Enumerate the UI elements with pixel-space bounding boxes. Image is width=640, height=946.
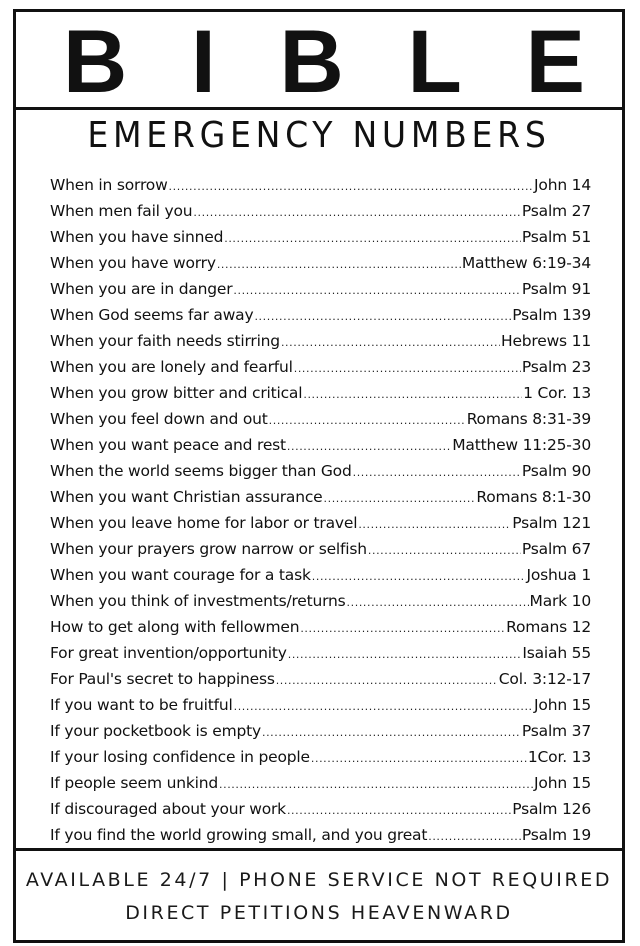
dot-leader	[287, 434, 451, 458]
scripture-reference: Hebrews 11	[500, 332, 591, 350]
emergency-numbers-list	[50, 172, 591, 848]
scripture-reference: Psalm 90	[521, 462, 591, 480]
dot-leader	[219, 772, 533, 796]
situation-text: When God seems far away	[50, 306, 254, 324]
dot-leader	[287, 798, 511, 822]
scripture-reference: Romans 8:1-30	[476, 488, 591, 506]
situation-text: When you think of investments/returns	[50, 592, 346, 610]
situation-text: How to get along with fellowmen	[50, 618, 300, 636]
list-item	[50, 614, 591, 640]
list-item	[50, 770, 591, 796]
scripture-reference: Psalm 121	[512, 514, 591, 532]
list-item	[50, 250, 591, 276]
situation-text: If your pocketbook is empty	[50, 722, 261, 740]
list-item	[50, 276, 591, 302]
list-item	[50, 354, 591, 380]
list-item	[50, 484, 591, 510]
dot-leader	[312, 564, 526, 588]
scripture-reference: Romans 12	[506, 618, 591, 636]
situation-text: When you grow bitter and critical	[50, 384, 303, 402]
list-item	[50, 302, 591, 328]
dot-leader	[324, 486, 476, 510]
list-item	[50, 562, 591, 588]
list-item	[50, 796, 591, 822]
dot-leader	[276, 668, 498, 692]
situation-text: If you want to be fruitful	[50, 696, 233, 714]
situation-text: If people seem unkind	[50, 774, 218, 792]
list-item	[50, 328, 591, 354]
scripture-reference: Joshua 1	[526, 566, 591, 584]
list-item	[50, 822, 591, 848]
subtitle: EMERGENCY NUMBERS	[87, 115, 551, 156]
list-item	[50, 744, 591, 770]
scripture-reference: Matthew 6:19-34	[461, 254, 591, 272]
situation-text: When you are in danger	[50, 280, 233, 298]
list-item	[50, 588, 591, 614]
footer-section	[16, 848, 622, 943]
title-letter: B	[63, 11, 128, 111]
list-item	[50, 640, 591, 666]
list-item	[50, 224, 591, 250]
dot-leader	[347, 590, 529, 614]
dot-leader	[368, 538, 521, 562]
dot-leader	[288, 642, 522, 666]
situation-text: When you leave home for labor or travel	[50, 514, 358, 532]
dot-leader	[281, 330, 500, 354]
situation-text: For great invention/opportunity	[50, 644, 287, 662]
dot-leader	[428, 824, 521, 848]
situation-text: When you feel down and out	[50, 410, 268, 428]
list-item	[50, 510, 591, 536]
scripture-reference: Psalm 23	[521, 358, 591, 376]
title-letter: I	[191, 11, 216, 111]
scripture-reference: Psalm 67	[521, 540, 591, 558]
title-letter: B	[279, 11, 344, 111]
scripture-reference: Isaiah 55	[522, 644, 591, 662]
situation-text: When your prayers grow narrow or selfish	[50, 540, 367, 558]
list-item	[50, 406, 591, 432]
dot-leader	[358, 512, 511, 536]
footer-tagline: DIRECT PETITIONS HEAVENWARD	[125, 902, 513, 924]
dot-leader	[169, 174, 534, 198]
dot-leader	[224, 226, 521, 250]
dot-leader	[217, 252, 461, 276]
dot-leader	[353, 460, 521, 484]
situation-text: When men fail you	[50, 202, 193, 220]
scripture-reference: Psalm 91	[521, 280, 591, 298]
list-item	[50, 380, 591, 406]
situation-text: If your losing confidence in people	[50, 748, 310, 766]
scripture-reference: Matthew 11:25-30	[452, 436, 591, 454]
situation-text: For Paul's secret to happiness	[50, 670, 275, 688]
situation-text: When you want Christian assurance	[50, 488, 323, 506]
dot-leader	[269, 408, 466, 432]
scripture-reference: Psalm 19	[521, 826, 591, 844]
scripture-reference: Psalm 27	[521, 202, 591, 220]
page-title	[16, 11, 622, 111]
scripture-reference: John 15	[534, 696, 591, 714]
scripture-reference: 1Cor. 13	[527, 748, 591, 766]
situation-text: When you have worry	[50, 254, 216, 272]
list-item	[50, 458, 591, 484]
title-section	[16, 12, 622, 110]
situation-text: When you have sinned	[50, 228, 224, 246]
dot-leader	[254, 304, 511, 328]
situation-text: When in sorrow	[50, 176, 168, 194]
dot-leader	[300, 616, 505, 640]
poster-frame	[13, 9, 625, 943]
dot-leader	[234, 694, 533, 718]
situation-text: When your faith needs stirring	[50, 332, 280, 350]
scripture-reference: John 14	[534, 176, 591, 194]
scripture-reference: Psalm 139	[512, 306, 591, 324]
scripture-reference: 1 Cor. 13	[523, 384, 591, 402]
dot-leader	[294, 356, 521, 380]
scripture-reference: Psalm 37	[521, 722, 591, 740]
scripture-reference: Psalm 51	[521, 228, 591, 246]
dot-leader	[311, 746, 527, 770]
scripture-reference: Psalm 126	[512, 800, 591, 818]
title-letter: E	[525, 11, 585, 111]
situation-text: If you find the world growing small, and you great	[50, 826, 428, 844]
list-item	[50, 718, 591, 744]
list-item	[50, 666, 591, 692]
footer-availability: AVAILABLE 24/7 | PHONE SERVICE NOT REQUIRED	[25, 869, 613, 891]
dot-leader	[262, 720, 521, 744]
title-letter: L	[407, 11, 462, 111]
situation-text: When you want courage for a task	[50, 566, 311, 584]
list-item	[50, 692, 591, 718]
situation-text: When you are lonely and fearful	[50, 358, 293, 376]
list-item	[50, 432, 591, 458]
situation-text: When the world seems bigger than God	[50, 462, 352, 480]
dot-leader	[233, 278, 520, 302]
dot-leader	[193, 200, 520, 224]
scripture-reference: Mark 10	[529, 592, 591, 610]
scripture-reference: Romans 8:31-39	[466, 410, 591, 428]
scripture-reference: John 15	[534, 774, 591, 792]
scripture-reference: Col. 3:12-17	[498, 670, 591, 688]
situation-text: When you want peace and rest	[50, 436, 286, 454]
list-item	[50, 198, 591, 224]
situation-text: If discouraged about your work	[50, 800, 286, 818]
list-item	[50, 172, 591, 198]
dot-leader	[303, 382, 522, 406]
list-item	[50, 536, 591, 562]
